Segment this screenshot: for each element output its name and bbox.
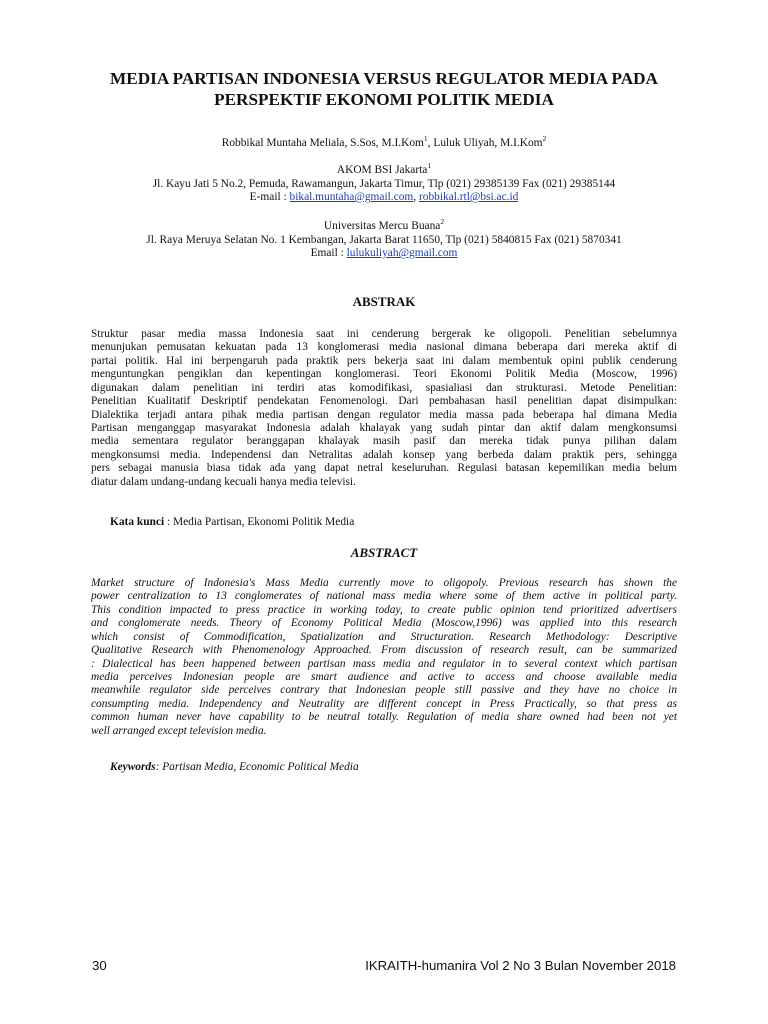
- abstract-line: consumpting media. Independency and Neutrality are different concept in Press Practically, so that press as: [91, 697, 677, 710]
- affiliation-block: [70, 217, 698, 261]
- keywords-value: : Partisan Media, Economic Political Media: [155, 761, 359, 773]
- abstract-heading: ABSTRACT: [350, 545, 418, 560]
- author-list: [70, 136, 698, 150]
- abstract-line: common human never have capability to be neutral totally. Regulation of media share owned had been not yet: [91, 711, 677, 724]
- author-separator: ,: [427, 137, 434, 149]
- email-link[interactable]: bikal.muntaha@gmail.com: [289, 191, 414, 203]
- author-affiliation-mark: 2: [542, 134, 547, 143]
- abstrak-line: pers sebagai manusia biasa tidak ada yang dapat netral keseluruhan. Regulasi batasan kepemilikan media belum: [91, 462, 677, 475]
- page-number: 30: [92, 958, 107, 973]
- abstract-paragraph: [91, 577, 677, 738]
- affiliation-name: AKOM BSI Jakarta: [336, 164, 428, 176]
- abstract-line: power centralization to 13 conglomerates of national mass media where some of them active in political party.: [91, 590, 677, 603]
- keywords: [110, 760, 359, 774]
- journal-footer: IKRAITH-humanira Vol 2 No 3 Bulan November 2018: [365, 958, 676, 973]
- author-name: Luluk Uliyah, M.I.Kom: [433, 137, 543, 149]
- title-line: MEDIA PARTISAN INDONESIA VERSUS REGULATOR MEDIA PADA: [110, 69, 658, 88]
- abstrak-line: partai politik. Hal ini berpengaruh pada praktik pers bekerja saat ini dalam membentuk opini publik cenderung: [91, 354, 677, 367]
- abstrak-line: menunjukan pemusatan kekuatan pada 13 konglomerasi media nasional dimana beberapa dari mereka aktif di: [91, 341, 677, 354]
- abstrak-line: Struktur pasar media massa Indonesia saat ini cenderung bergerak ke oligopoli. Penelitian sebelumnya: [91, 328, 677, 340]
- abstract-line: which consist of Commodification, Spatialization and Structuration. Research Methodology: Descriptive: [91, 630, 677, 643]
- title-line: PERSPEKTIF EKONOMI POLITIK MEDIA: [214, 90, 554, 109]
- abstract-line: media perceives Indonesian people are smart audience and active to access and choose available media: [91, 670, 677, 683]
- kata-kunci-value: : Media Partisan, Ekonomi Politik Media: [164, 516, 355, 528]
- abstrak-line: digunakan dalam penelitian ini terdiri atas komodifikasi, spasialiasi dan strukturasi. Metode Penelitian:: [91, 381, 677, 394]
- keywords-label: Keywords: [110, 761, 156, 773]
- abstract-line: Qualitative Research with Phenomenology Approached. From discussion of research result, can be summarized: [91, 644, 677, 657]
- abstrak-paragraph: [91, 328, 677, 489]
- abstrak-line: Dialektika terjadi antara pihak media partisan dengan regulator media massa pada beberapa hal dimana Media: [91, 408, 677, 421]
- abstrak-line: mengkonsumsi media. Independensi dan Netralitas adalah konsep yang berbeda dalam praktik pers, sehingga: [91, 448, 677, 461]
- paper-title: [70, 68, 698, 110]
- email-link[interactable]: robbikal.rtl@bsi.ac.id: [418, 191, 519, 203]
- affiliation-mark: 2: [440, 217, 445, 226]
- abstract-line: well arranged except television media.: [91, 724, 267, 737]
- email-separator: ,: [413, 191, 419, 203]
- abstract-line: : Dialectical has been happened between partisan mass media and regulator in to several context which partisan: [91, 657, 677, 670]
- author-affiliation-mark: 1: [423, 134, 428, 143]
- kata-kunci-label: Kata kunci: [110, 516, 165, 528]
- abstrak-line: Penelitian Kualitatif Deskriptif pendekatan Fenomenologi. Dari pembahasan hasil penelitian dapat disimpulkan:: [91, 395, 677, 408]
- affiliation-mark: 1: [427, 161, 432, 170]
- abstract-line: and conglomerate needs. Theory of Economy Political Media (Moscow,1996) was applied into this research: [91, 617, 677, 630]
- author-name: Robbikal Muntaha Meliala, S.Sos, M.I.Kom: [221, 137, 424, 149]
- kata-kunci: [110, 515, 354, 529]
- affiliation-name: Universitas Mercu Buana: [323, 220, 441, 232]
- abstrak-line: media sementara regulator beranggapan khalayak masih pasif dan mereka tidak punya pilihan dalam: [91, 435, 677, 448]
- affiliation-address: Jl. Kayu Jati 5 No.2, Pemuda, Rawamangun, Jakarta Timur, Tlp (021) 29385139 Fax (021) 29385144: [152, 177, 616, 190]
- abstrak-line: menguntungkan pengiklan dan kepentingan konglomerasi. Teori Ekonomi Politik Media (Moscow, 1996): [91, 368, 677, 381]
- abstrak-line: diatur dalam undang-undang kecuali hanya media televisi.: [91, 475, 356, 488]
- abstract-line: meanwhile regulator side perceives contrary that Indonesian people still passive and they have no choice in: [91, 684, 677, 697]
- email-link[interactable]: lulukuliyah@gmail.com: [346, 247, 458, 259]
- abstract-line: This condition impacted to press practice in working today, to create public opinion tend prioritized advertisers: [91, 603, 677, 616]
- affiliation-address: Jl. Raya Meruya Selatan No. 1 Kembangan, Jakarta Barat 11650, Tlp (021) 5840815 Fax (021) 5870341: [146, 233, 622, 246]
- email-label: E-mail :: [249, 191, 290, 203]
- affiliation-block: [70, 161, 698, 205]
- abstract-line: Market structure of Indonesia's Mass Media currently move to oligopoly. Previous research has shown the: [91, 577, 677, 589]
- abstrak-heading: ABSTRAK: [352, 294, 416, 309]
- abstrak-line: Partisan menganggap masyarakat Indonesia adalah khalayak yang sudah pintar dan aktif dalam mengkonsumsi: [91, 421, 677, 434]
- email-label: Email :: [310, 247, 347, 259]
